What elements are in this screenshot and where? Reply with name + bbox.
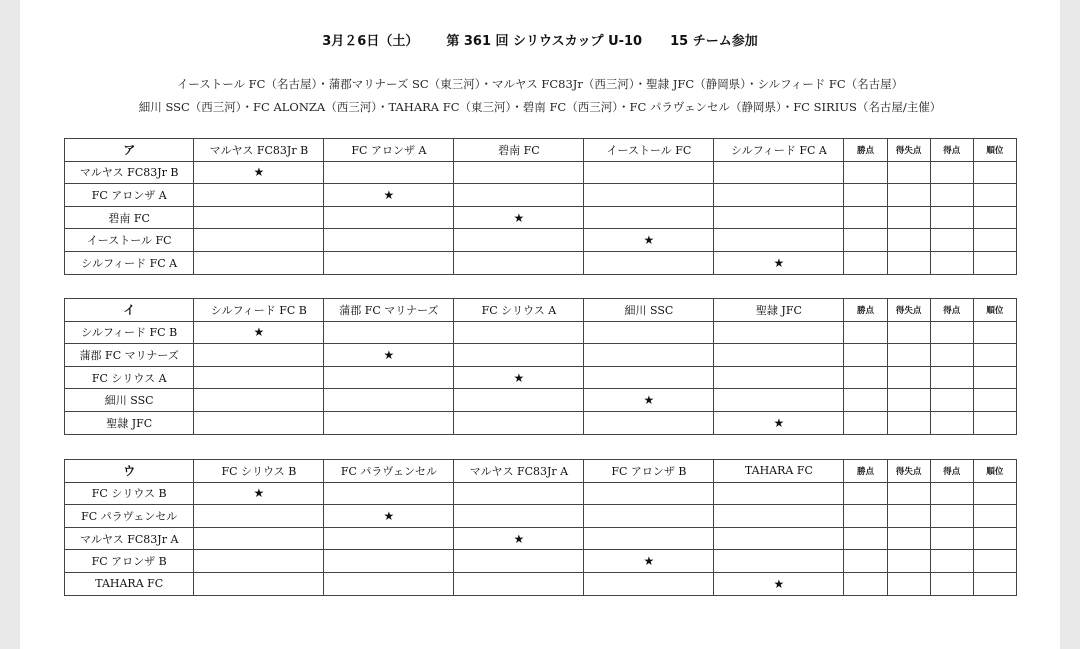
match-result-cell — [194, 251, 324, 274]
column-team-header: FC パラヴェンセル — [324, 460, 454, 483]
group-table — [64, 459, 1017, 596]
self-match-cell — [584, 550, 714, 573]
match-result-cell — [714, 229, 844, 252]
row-team-name: TAHARA FC — [65, 572, 194, 595]
match-result-cell — [584, 161, 714, 184]
stat-cell — [844, 550, 887, 573]
table-row — [65, 184, 1017, 207]
table-row — [65, 206, 1017, 229]
group-label: ア — [65, 139, 194, 162]
stat-cell — [844, 206, 887, 229]
stat-cell — [973, 505, 1016, 528]
match-result-cell — [324, 229, 454, 252]
stat-cell — [930, 505, 973, 528]
match-result-cell — [454, 321, 584, 344]
match-result-cell — [454, 482, 584, 505]
stat-cell — [887, 229, 930, 252]
column-team-header: FC アロンザ B — [584, 460, 714, 483]
self-match-cell — [324, 344, 454, 367]
self-match-cell — [714, 411, 844, 434]
stat-cell — [930, 411, 973, 434]
star-icon: ★ — [383, 508, 395, 523]
group-label: イ — [65, 299, 194, 322]
stat-cell — [844, 344, 887, 367]
table-row — [65, 161, 1017, 184]
match-result-cell — [584, 505, 714, 528]
match-result-cell — [454, 251, 584, 274]
stat-cell — [844, 161, 887, 184]
match-result-cell — [714, 550, 844, 573]
row-team-name: 碧南 FC — [65, 206, 194, 229]
match-result-cell — [454, 229, 584, 252]
column-team-header: マルヤス FC83Jr A — [454, 460, 584, 483]
row-team-name: FC シリウス B — [65, 482, 194, 505]
stat-header: 得失点 — [887, 460, 930, 483]
group-label: ウ — [65, 460, 194, 483]
stat-cell — [973, 161, 1016, 184]
row-team-name: FC アロンザ B — [65, 550, 194, 573]
row-team-name: シルフィード FC B — [65, 321, 194, 344]
match-result-cell — [324, 550, 454, 573]
column-team-header: 碧南 FC — [454, 139, 584, 162]
match-result-cell — [324, 411, 454, 434]
column-team-header: シルフィード FC A — [714, 139, 844, 162]
stat-cell — [973, 206, 1016, 229]
stat-cell — [930, 550, 973, 573]
stat-cell — [887, 527, 930, 550]
row-team-name: FC アロンザ A — [65, 184, 194, 207]
group-table — [64, 138, 1017, 275]
stat-cell — [930, 366, 973, 389]
match-result-cell — [454, 572, 584, 595]
match-result-cell — [714, 482, 844, 505]
match-result-cell — [454, 411, 584, 434]
table-row — [65, 482, 1017, 505]
match-result-cell — [194, 527, 324, 550]
column-team-header: マルヤス FC83Jr B — [194, 139, 324, 162]
group-header-row — [65, 139, 1017, 162]
group-header-row — [65, 299, 1017, 322]
event-date: 3月２6日（土） — [322, 34, 419, 49]
star-icon: ★ — [253, 165, 265, 180]
match-result-cell — [194, 389, 324, 412]
self-match-cell — [584, 389, 714, 412]
stat-header: 得点 — [930, 299, 973, 322]
participating-teams-line-1: イーストール FC（名古屋）・蒲郡マリナーズ SC（東三河）・マルヤス FC83Jr（西三河）・聖隷 JFC（静岡県）・シルフィード FC（名古屋） — [176, 77, 904, 91]
stat-cell — [844, 482, 887, 505]
star-icon: ★ — [383, 187, 395, 202]
table-row — [65, 321, 1017, 344]
star-icon: ★ — [383, 347, 395, 362]
stat-cell — [844, 527, 887, 550]
match-result-cell — [194, 344, 324, 367]
table-row — [65, 251, 1017, 274]
match-result-cell — [584, 572, 714, 595]
row-team-name: FC シリウス A — [65, 366, 194, 389]
column-team-header: FC シリウス A — [454, 299, 584, 322]
page — [20, 0, 1060, 649]
stat-cell — [844, 229, 887, 252]
stat-header: 得点 — [930, 460, 973, 483]
stat-cell — [887, 482, 930, 505]
match-result-cell — [714, 321, 844, 344]
event-name: 第 361 回 シリウスカップ U-10 — [446, 34, 643, 49]
stat-cell — [973, 550, 1016, 573]
stat-cell — [844, 321, 887, 344]
stat-header: 勝点 — [844, 460, 887, 483]
match-result-cell — [324, 321, 454, 344]
star-icon: ★ — [513, 370, 525, 385]
match-result-cell — [714, 344, 844, 367]
participant-count: 15 チーム参加 — [670, 34, 758, 49]
match-result-cell — [454, 184, 584, 207]
match-result-cell — [324, 482, 454, 505]
match-result-cell — [194, 184, 324, 207]
stat-cell — [844, 251, 887, 274]
column-team-header: FC アロンザ A — [324, 139, 454, 162]
self-match-cell — [584, 229, 714, 252]
match-result-cell — [454, 389, 584, 412]
stat-cell — [887, 184, 930, 207]
stat-cell — [887, 251, 930, 274]
stat-cell — [930, 184, 973, 207]
stat-cell — [844, 389, 887, 412]
match-result-cell — [584, 527, 714, 550]
match-result-cell — [714, 389, 844, 412]
stat-cell — [973, 572, 1016, 595]
stat-cell — [973, 229, 1016, 252]
row-team-name: マルヤス FC83Jr B — [65, 161, 194, 184]
stat-cell — [930, 251, 973, 274]
column-team-header: FC シリウス B — [194, 460, 324, 483]
row-team-name: イーストール FC — [65, 229, 194, 252]
self-match-cell — [324, 184, 454, 207]
match-result-cell — [584, 482, 714, 505]
match-result-cell — [714, 527, 844, 550]
column-team-header: シルフィード FC B — [194, 299, 324, 322]
match-result-cell — [714, 184, 844, 207]
match-result-cell — [194, 206, 324, 229]
stat-cell — [973, 344, 1016, 367]
match-result-cell — [194, 505, 324, 528]
stat-header: 得失点 — [887, 299, 930, 322]
stat-cell — [973, 527, 1016, 550]
match-result-cell — [324, 366, 454, 389]
stat-cell — [887, 550, 930, 573]
match-result-cell — [454, 161, 584, 184]
match-result-cell — [714, 206, 844, 229]
stat-cell — [887, 161, 930, 184]
match-result-cell — [194, 229, 324, 252]
stat-cell — [973, 389, 1016, 412]
stat-cell — [930, 572, 973, 595]
star-icon: ★ — [253, 486, 265, 501]
match-result-cell — [714, 366, 844, 389]
match-result-cell — [324, 572, 454, 595]
stat-cell — [887, 321, 930, 344]
match-result-cell — [454, 344, 584, 367]
stat-cell — [844, 505, 887, 528]
match-result-cell — [324, 206, 454, 229]
self-match-cell — [324, 505, 454, 528]
stat-header: 得失点 — [887, 139, 930, 162]
table-row — [65, 366, 1017, 389]
column-team-header: イーストール FC — [584, 139, 714, 162]
self-match-cell — [194, 482, 324, 505]
match-result-cell — [584, 366, 714, 389]
stat-cell — [973, 184, 1016, 207]
page-title — [20, 30, 1060, 49]
self-match-cell — [714, 572, 844, 595]
stat-header: 得点 — [930, 139, 973, 162]
stat-cell — [887, 206, 930, 229]
star-icon: ★ — [643, 554, 655, 569]
star-icon: ★ — [773, 255, 785, 270]
group-header-row — [65, 460, 1017, 483]
table-row — [65, 389, 1017, 412]
stat-cell — [887, 505, 930, 528]
stat-cell — [887, 389, 930, 412]
stat-header: 勝点 — [844, 139, 887, 162]
stat-cell — [930, 206, 973, 229]
stat-cell — [844, 572, 887, 595]
stat-cell — [973, 482, 1016, 505]
self-match-cell — [454, 527, 584, 550]
star-icon: ★ — [773, 576, 785, 591]
column-team-header: TAHARA FC — [714, 460, 844, 483]
match-result-cell — [194, 550, 324, 573]
match-result-cell — [194, 572, 324, 595]
stat-header: 順位 — [973, 460, 1016, 483]
match-result-cell — [324, 161, 454, 184]
table-row — [65, 527, 1017, 550]
column-team-header: 聖隷 JFC — [714, 299, 844, 322]
row-team-name: FC パラヴェンセル — [65, 505, 194, 528]
column-team-header: 細川 SSC — [584, 299, 714, 322]
stat-cell — [887, 344, 930, 367]
match-result-cell — [324, 251, 454, 274]
table-row — [65, 572, 1017, 595]
star-icon: ★ — [643, 393, 655, 408]
match-result-cell — [194, 366, 324, 389]
row-team-name: 細川 SSC — [65, 389, 194, 412]
stat-cell — [973, 321, 1016, 344]
stat-cell — [930, 229, 973, 252]
self-match-cell — [194, 161, 324, 184]
row-team-name: マルヤス FC83Jr A — [65, 527, 194, 550]
match-result-cell — [584, 344, 714, 367]
stat-cell — [930, 482, 973, 505]
match-result-cell — [454, 505, 584, 528]
stat-cell — [930, 161, 973, 184]
star-icon: ★ — [253, 325, 265, 340]
match-result-cell — [584, 321, 714, 344]
column-team-header: 蒲郡 FC マリナーズ — [324, 299, 454, 322]
match-result-cell — [324, 527, 454, 550]
row-team-name: シルフィード FC A — [65, 251, 194, 274]
stat-cell — [973, 366, 1016, 389]
self-match-cell — [454, 366, 584, 389]
match-result-cell — [714, 161, 844, 184]
stat-header: 順位 — [973, 139, 1016, 162]
match-result-cell — [714, 505, 844, 528]
stat-header: 勝点 — [844, 299, 887, 322]
stat-cell — [930, 527, 973, 550]
stat-cell — [887, 572, 930, 595]
self-match-cell — [714, 251, 844, 274]
stat-cell — [973, 251, 1016, 274]
stat-cell — [844, 411, 887, 434]
match-result-cell — [194, 411, 324, 434]
stat-cell — [887, 366, 930, 389]
row-team-name: 聖隷 JFC — [65, 411, 194, 434]
table-row — [65, 505, 1017, 528]
group-table — [64, 298, 1017, 435]
match-result-cell — [324, 389, 454, 412]
star-icon: ★ — [643, 233, 655, 248]
row-team-name: 蒲郡 FC マリナーズ — [65, 344, 194, 367]
match-result-cell — [584, 184, 714, 207]
stat-cell — [887, 411, 930, 434]
star-icon: ★ — [513, 210, 525, 225]
match-result-cell — [584, 206, 714, 229]
self-match-cell — [194, 321, 324, 344]
table-row — [65, 229, 1017, 252]
star-icon: ★ — [513, 531, 525, 546]
participating-teams-line-2: 細川 SSC（西三河）・FC ALONZA（西三河）・TAHARA FC（東三河）・碧南 FC（西三河）・FC パラヴェンセル（静岡県）・FC SIRIUS（名古屋/主催） — [138, 100, 942, 114]
stat-cell — [930, 389, 973, 412]
stat-cell — [973, 411, 1016, 434]
match-result-cell — [584, 251, 714, 274]
table-row — [65, 344, 1017, 367]
stat-cell — [844, 366, 887, 389]
table-row — [65, 411, 1017, 434]
table-row — [65, 550, 1017, 573]
match-result-cell — [454, 550, 584, 573]
stat-cell — [930, 321, 973, 344]
star-icon: ★ — [773, 415, 785, 430]
self-match-cell — [454, 206, 584, 229]
match-result-cell — [584, 411, 714, 434]
stat-cell — [844, 184, 887, 207]
stat-header: 順位 — [973, 299, 1016, 322]
stat-cell — [930, 344, 973, 367]
